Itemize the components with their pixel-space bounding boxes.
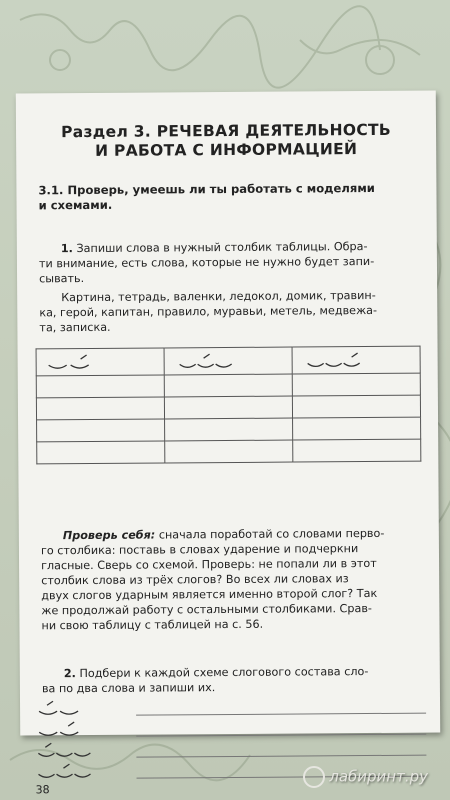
table-header-cell [292,346,420,374]
table-cell[interactable] [36,375,164,398]
table-row [36,373,420,398]
word-list [39,288,419,336]
answer-row [36,739,434,763]
answer-row [36,718,434,742]
table-cell[interactable] [37,419,165,442]
watermark [303,766,428,788]
exercise-1-number: 1. [60,242,73,256]
self-check-line-6: же продолжай работу с остальными столбиками. Срав- [41,602,372,618]
syllable-scheme-icon [301,351,371,369]
table-header-cell [164,347,292,375]
self-check-line-4: столбик слова из трёх слогов? Во всех ли словах из [41,572,349,588]
word-list-line-3: та, записка. [39,320,111,335]
section-title [16,121,436,162]
self-check-line-5: двух слогов ударным является именно второй слог? Так [41,586,378,603]
table-row [37,439,421,464]
table-header-row [36,346,420,376]
answer-row [36,697,434,721]
word-list-line-1: Картина, тетрадь, валенки, ледокол, домик, травин- [61,288,376,305]
exercise-2-text [42,664,422,697]
exercise-2-number: 2. [63,667,76,681]
section-title-line-2: И РАБОТА С ИНФОРМАЦИЕЙ [94,140,358,160]
answer-line[interactable] [136,734,426,737]
table-cell[interactable] [292,395,420,418]
task-heading-line-2: и схемами. [38,197,113,213]
table-cell[interactable] [37,441,165,464]
answer-line[interactable] [136,755,426,758]
section-title-line-1: Раздел 3. РЕЧЕВАЯ ДЕЯТЕЛЬНОСТЬ [60,120,392,142]
page-number: 38 [35,783,50,797]
table-cell[interactable] [164,396,292,419]
self-check-line-1: сначала поработай со словами перво- [155,526,385,542]
syllable-scheme-icon [36,699,96,719]
syllable-scheme-icon [36,762,116,783]
exercise-1-line-1: Запиши слова в нужный столбик таблицы. Обра- [72,240,368,256]
exercise-1-text [39,239,419,287]
task-heading-line-1: 3.1. Проверь, умеешь ли ты работать с моделями [38,180,375,198]
exercise-2-line-1: Подбери к каждой схеме слогового состава сло- [75,665,369,681]
watermark-text: лабиринт.ру [329,767,428,786]
exercise-1-line-2: ти внимание, есть слова, которые не нужно будет запи- [38,254,375,271]
exercise-1-line-3: сывать. [39,272,85,286]
syllable-scheme-icon [36,741,116,762]
table-row [36,395,420,420]
self-check-text [41,526,422,634]
table-cell[interactable] [165,440,293,463]
labirint-logo-icon [303,766,325,788]
self-check-lead: Проверь себя: [62,528,156,543]
self-check-line-3: гласные. Сверь со схемой. Проверь: не попали ли в этот [41,556,377,573]
self-check-line-7: ни свою таблицу с таблицей на с. 56. [41,617,264,633]
syllable-table [36,346,422,465]
table-cell[interactable] [292,373,420,396]
table-row [37,417,421,442]
table-cell[interactable] [293,417,421,440]
word-list-line-2: ка, герой, капитан, правило, муравьи, метель, медвежа- [39,303,378,320]
table-header-cell [36,348,164,376]
answer-line[interactable] [136,713,426,716]
syllable-scheme-icon [173,352,243,370]
self-check-line-2: го столбика: поставь в словах ударение и подчеркни [40,542,359,558]
table-cell[interactable] [165,418,293,441]
table-cell[interactable] [293,439,421,462]
table-cell[interactable] [164,374,292,397]
task-heading [38,181,418,214]
exercise-2-line-2: ва по два слова и запиши их. [41,681,216,696]
syllable-scheme-icon [45,353,105,371]
table-cell[interactable] [36,397,164,420]
syllable-scheme-icon [36,720,96,740]
